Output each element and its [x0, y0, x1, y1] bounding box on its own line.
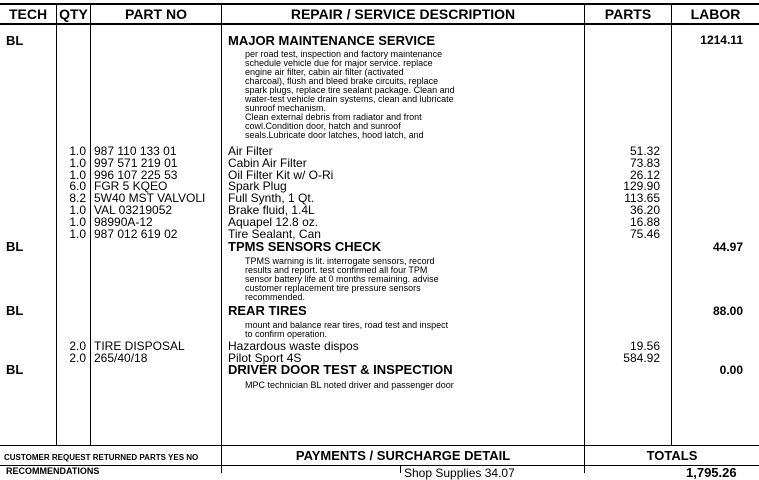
part-qty: 8.2: [69, 191, 86, 206]
part-price: 75.46: [629, 226, 660, 241]
part-price: 113.65: [624, 191, 660, 206]
job-title: DRIVER DOOR TEST & INSPECTION: [228, 362, 453, 377]
job-labor-amount: 0.00: [719, 363, 743, 377]
part-number: TIRE DISPOSAL: [94, 339, 185, 353]
job-description: TPMS warning is lit. interrogate sensors, record results and report. test confirmed all four TPM sensor battery life at 0 months remaining. advise customer replacement tire pressure sensors recommended.: [245, 256, 439, 302]
part-number: 98990A-12: [94, 214, 153, 229]
part-price: 36.20: [629, 203, 660, 217]
column-divider: [671, 3, 672, 445]
part-qty: 1.0: [69, 203, 86, 217]
part-qty: 1.0: [69, 214, 86, 229]
part-number: 997 571 219 01: [94, 155, 178, 170]
job-description: per road test, inspection and factory maintenance schedule vehicle due for major service. replace engine air filter, cabin air filter (activated charcoal), flush and bleed brake circuits, replace spark plugs, replace tire sealant package. Clean and water-test vehicle drain systems, clean and lubricate sunroof mechanism. Clean external debris from radiator and front cowl.Condition door, hatch and sunroof seals.Lubricate door latches, hood latch, and: [245, 49, 455, 140]
part-price: 19.56: [629, 339, 660, 353]
part-number: 265/40/18: [94, 350, 148, 365]
job-labor-amount: 88.00: [712, 304, 743, 318]
recommendations-heading: RECOMMENDATIONS: [6, 466, 100, 476]
job-title: TPMS SENSORS CHECK: [228, 239, 382, 254]
job-tech: BL: [6, 33, 24, 48]
column-divider: [56, 3, 57, 445]
part-description: Full Synth, 1 Qt.: [228, 191, 315, 206]
part-price: 51.32: [629, 144, 660, 158]
part-price: 129.90: [623, 179, 660, 194]
column-divider: [221, 3, 222, 445]
part-description: Cabin Air Filter: [228, 155, 307, 170]
column-divider: [90, 3, 91, 445]
part-number: 987 110 133 01: [94, 144, 177, 158]
part-qty: 2.0: [69, 350, 86, 365]
header-description: REPAIR / SERVICE DESCRIPTION: [222, 3, 584, 25]
shop-supplies-surcharge: Shop Supplies 34.07: [404, 466, 515, 480]
part-description: Aquapel 12.8 oz.: [228, 214, 319, 229]
part-price: 16.88: [629, 214, 660, 229]
part-description: Tire Sealant, Can: [228, 226, 321, 241]
part-description: Air Filter: [228, 144, 273, 158]
header-labor: LABOR: [672, 3, 759, 25]
part-description: Spark Plug: [228, 179, 287, 194]
part-price: 73.83: [629, 155, 660, 170]
part-description: Hazardous waste dispos: [228, 339, 359, 353]
job-title: MAJOR MAINTENANCE SERVICE: [228, 33, 436, 48]
part-number: 987 012 619 02: [94, 226, 178, 241]
part-description: Brake fluid, 1.4L: [228, 203, 315, 217]
job-tech: BL: [6, 239, 24, 254]
customer-request-returned-parts: CUSTOMER REQUEST RETURNED PARTS YES NO: [4, 453, 199, 462]
header-parts: PARTS: [585, 3, 671, 25]
part-qty: 6.0: [69, 179, 86, 194]
part-qty: 1.0: [69, 144, 86, 158]
job-labor-amount: 44.97: [712, 240, 743, 254]
part-qty: 1.0: [69, 155, 86, 170]
part-description: Oil Filter Kit w/ O-Ri: [228, 167, 334, 182]
column-divider: [584, 3, 585, 445]
part-number: 5W40 MST VALVOLI: [94, 191, 206, 206]
job-description: MPC technician BL noted driver and passenger door: [245, 380, 454, 390]
job-description: mount and balance rear tires, road test and inspect to confirm operation.: [245, 320, 449, 339]
job-tech: BL: [6, 303, 24, 318]
header-qty: QTY: [57, 3, 90, 25]
job-tech: BL: [6, 362, 24, 377]
part-qty: 1.0: [69, 167, 86, 182]
part-number: VAL 03219052: [94, 203, 173, 217]
part-qty: 2.0: [69, 339, 86, 353]
payments-surcharge-title: PAYMENTS / SURCHARGE DETAIL: [295, 448, 511, 463]
totals-title: TOTALS: [646, 448, 698, 463]
part-number: FGR 5 KQEO: [94, 179, 168, 194]
job-labor-amount: 1214.11: [700, 33, 743, 47]
part-price: 584.92: [623, 350, 660, 365]
job-title: REAR TIRES: [228, 303, 307, 318]
header-part-no: PART NO: [91, 3, 221, 25]
column-divider: [400, 466, 401, 473]
part-price: 26.12: [629, 167, 660, 182]
part-description: Pilot Sport 4S: [228, 350, 302, 365]
part-number: 996 107 225 53: [94, 167, 178, 182]
part-qty: 1.0: [69, 226, 86, 241]
total-amount: 1,795.26: [686, 465, 737, 480]
header-tech: TECH: [0, 3, 56, 25]
